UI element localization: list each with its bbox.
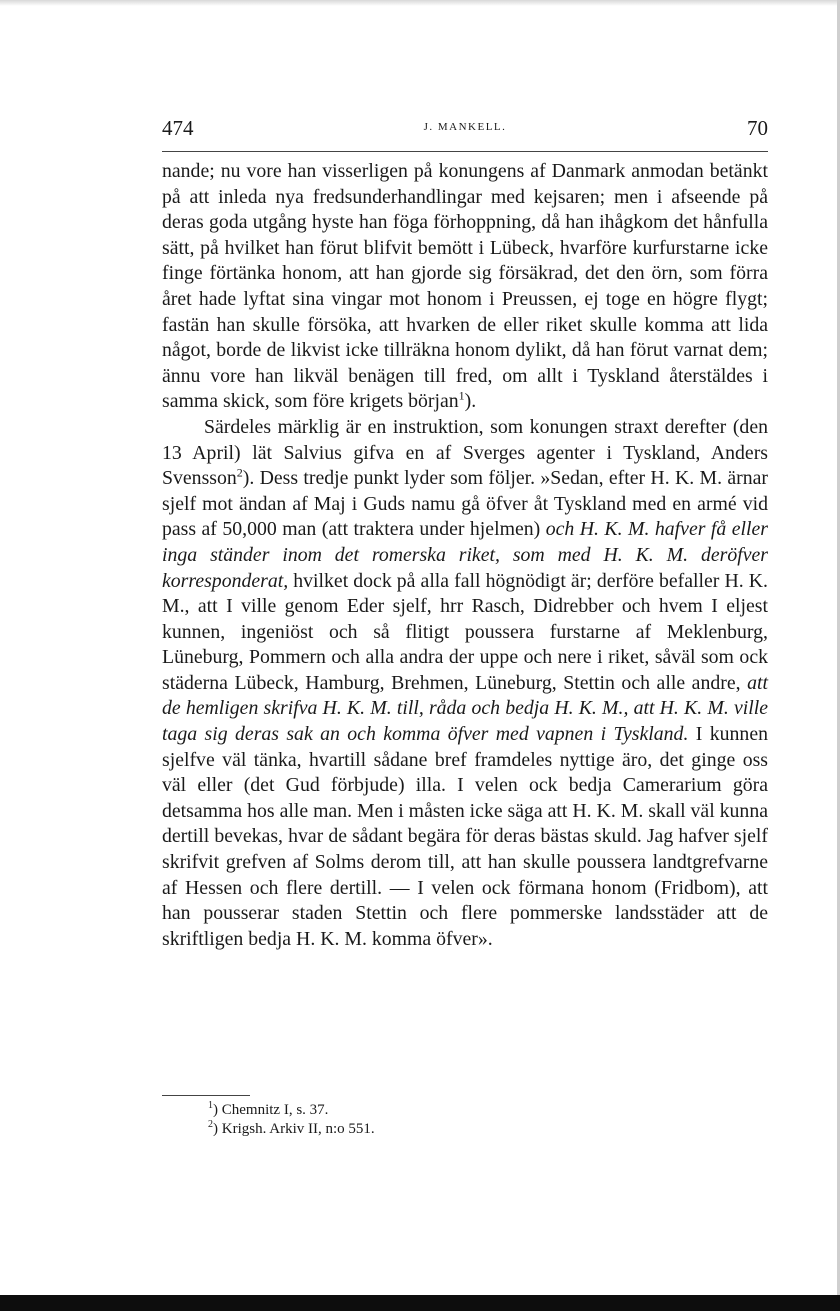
footnote-2 [208,1120,728,1139]
paragraph-segment: ). Dess tredje punkt lyder som följer. »Sedan, efter H. K. M. ärnar sjelf mot ändan af Maj i Guds namu gå öfver åt Tyskland med en armé vid pass af 50,000 man (att traktera under hjelmen) [162,467,768,541]
body-text [162,159,768,952]
footnote-reference: 1 [458,388,465,403]
footnotes [208,1101,728,1139]
paragraph-segment: nande; nu vore han visserligen på konungens af Danmark anmodan betänkt på att inleda nya fredsunderhandlingar med kejsaren; men i afseende på deras goda utgång hyste han föga förhoppning, då han ihågkom det hånfulla sätt, på hvilket han förut blifvit bemött i Lübeck, hvarföre kurfurstarne icke finge förtänka honom, att han gjorde sig försäkrad, det den örn, som förra året hade lyftat sina vingar mot honom i Preussen, ej toge en högre flygt; fastän han skulle försöka, att hvarken de eller riket skulle komma att lida något, borde de likvist icke tillräkna honom dylikt, då han förut varnat dem; ännu vore han likväl benägen till fred, om allt i Tyskland återstäldes i samma skick, som före krigets början [162,160,768,413]
folio-number: 70 [747,116,768,140]
paragraph-segment: ). [464,390,477,413]
page-header [162,116,768,146]
paragraph-1 [162,159,768,415]
scan-edge-bottom [0,1295,840,1311]
page-number: 474 [162,116,194,140]
footnote-reference: 2 [236,465,243,480]
footnote-rule [162,1095,250,1096]
paragraph-segment: I kunnen sjelfve väl tänka, hvartill sådane bref framdeles nyttige äro, det ginge oss väl eller (det Gud förbjude) illa. I velen ock bedja Camerarium göra detsamma hos alle man. Men i måsten icke säga att H. K. M. skall väl kunna dertill bevekas, hvar de sådant begära för deras bästas skuld. Jag hafver sjelf skrifvit grefven af Solms derom till, att han skulle poussera landtgrefvarne af Hessen och flere dertill. — I velen ock förmana honom (Fridbom), att han pousserar staden Stettin och flere pommerske landsstäder att de skriftligen bedja H. K. M. komma öfver». [162,723,768,950]
scan-edge-top [0,0,840,6]
footnote-mark: 1 [208,1100,213,1111]
footnote-mark: 2 [208,1119,213,1130]
italic-passage: att de hemligen skrifva H. K. M. till, råda och bedja H. K. M., att H. K. M. ville taga sig deras sak an och komma öfver med vapnen i Tyskland. [162,671,768,746]
footnote-text: ) Chemnitz I, s. 37. [213,1102,329,1118]
header-rule [162,151,768,152]
paragraph-segment: hvilket dock på alla fall högnödigt är; derföre befaller H. K. M., att I ville genom Eder sjelf, hrr Rasch, Didrebber och hvem I eljest kunnen, ingeniöst och så flitigt poussera furstarne af Meklenburg, Lüneburg, Pommern och alla andra der uppe och nere i riket, såväl som ock städerna Lübeck, Hamburg, Brehmen, Lüneburg, Stettin och alle andre, [162,569,768,694]
running-head: J. MANKELL. [423,121,507,133]
paragraph-segment: Särdeles märklig är en instruktion, som konungen straxt derefter (den 13 April) lät Salvius gifva en af Sverges agenter i Tyskland, Anders Svensson [162,415,768,490]
italic-passage: och H. K. M. hafver få eller inga ständer inom det romerska riket, som med H. K. M. deröfver korresponderat, [162,518,768,592]
footnote-1 [208,1101,728,1120]
footnote-text: ) Krigsh. Arkiv II, n:o 551. [213,1121,375,1137]
paragraph-2 [162,415,768,952]
